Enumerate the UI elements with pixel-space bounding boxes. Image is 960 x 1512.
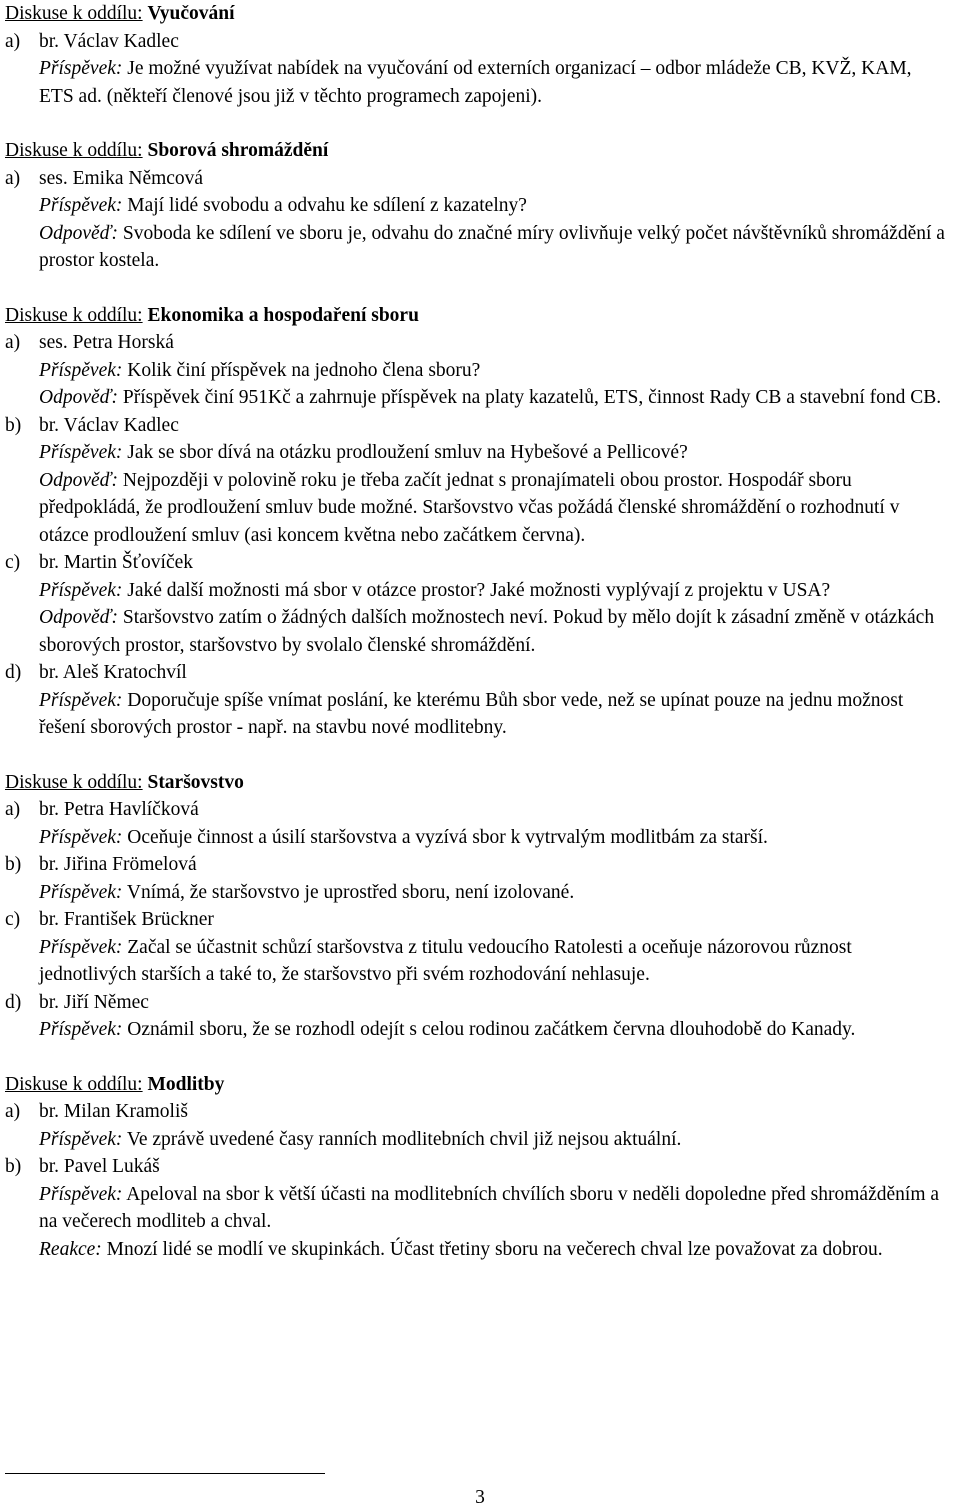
document-page [5, 0, 950, 1263]
entry-marker: c) [5, 909, 21, 930]
speaker-name: br. František Brückner [39, 909, 214, 930]
answer-text: Svoboda ke sdílení ve sboru je, odvahu do značné míry ovlivňuje velký počet návštěvníků shromáždění a prostor kostela. [39, 222, 945, 271]
speaker-name: br. Pavel Lukáš [39, 1156, 160, 1177]
contribution-label: Příspěvek: [39, 579, 123, 601]
section-title: Modlitby [147, 1073, 225, 1095]
section-heading [5, 0, 950, 28]
section-heading-label: Diskuse k oddílu: [5, 304, 143, 326]
contribution-label: Příspěvek: [39, 359, 123, 381]
contribution-label: Příspěvek: [39, 442, 123, 463]
answer-paragraph [39, 467, 950, 550]
contribution-text: Je možné využívat nabídek na vyučování od externích organizací – odbor mládeže CB, KVŽ, KAM, ETS ad. (někteří členové jsou již v těchto programech zapojeni). [39, 58, 912, 107]
reaction-paragraph [39, 1236, 950, 1264]
discussion-list [5, 0, 950, 1263]
contribution-label: Příspěvek: [39, 1183, 123, 1205]
page-number: 3 [475, 1487, 485, 1508]
contribution-text: Jaké další možnosti má sbor v otázce prostor? Jaké možnosti vyplývají z projektu v USA? [127, 579, 831, 601]
entry-marker: c) [5, 552, 21, 573]
speaker-name: br. Martin Šťovíček [39, 552, 194, 573]
answer-paragraph [39, 220, 950, 275]
contribution-text: Apeloval na sbor k větší účasti na modlitebních chvílích sboru v neděli dopoledne před shromážděním a na večerech modliteb a chval. [39, 1183, 940, 1232]
section-heading [5, 137, 950, 165]
contribution-paragraph [39, 1181, 950, 1236]
speaker-name: br. Václav Kadlec [39, 30, 179, 52]
answer-text: Příspěvek činí 951Kč a zahrnuje příspěvek na platy kazatelů, ETS, činnost Rady CB a stavební fond CB. [122, 387, 942, 408]
contribution-text: Ve zprávě uvedené časy ranních modlitebních chvil již nejsou aktuální. [126, 1128, 682, 1150]
speaker-name: br. Milan Kramoliš [39, 1101, 188, 1122]
discussion-entry [5, 412, 950, 550]
answer-text: Staršovstvo zatím o žádných dalších možnostech neví. Pokud by mělo dojít k zásadní změně v otázkách sborových prostor, staršovstvo by svolalo členské shromáždění. [39, 607, 935, 656]
section-heading-label: Diskuse k oddílu: [5, 771, 143, 793]
section-title: Ekonomika a hospodaření sboru [147, 304, 419, 326]
entry-marker: b) [5, 1156, 22, 1177]
contribution-paragraph [39, 55, 950, 110]
section-spacer [5, 1044, 950, 1071]
contribution-text: Začal se účastnit schůzí staršovstva z titulu vedoucího Ratolesti a oceňuje názorovou různost jednotlivých starších a také to, že staršovstvo při svém rozhodování nehlasuje. [39, 936, 852, 985]
entry-marker: a) [5, 332, 21, 353]
section-title: Vyučování [147, 3, 235, 24]
contribution-label: Příspěvek: [39, 1128, 123, 1150]
speaker-name: br. Václav Kadlec [39, 414, 179, 436]
section-heading [5, 1071, 950, 1099]
section-heading-label: Diskuse k oddílu: [5, 140, 143, 161]
contribution-paragraph [39, 824, 950, 852]
contribution-paragraph [39, 192, 950, 220]
contribution-label: Příspěvek: [39, 1019, 123, 1040]
speaker-name: br. Aleš Kratochvíl [39, 662, 187, 683]
reaction-text: Mnozí lidé se modlí ve skupinkách. Účast třetiny sboru na večerech chval lze považovat za dobrou. [106, 1238, 883, 1260]
contribution-label: Příspěvek: [39, 195, 123, 216]
contribution-label: Příspěvek: [39, 826, 123, 848]
footer-rule [5, 1473, 325, 1474]
answer-paragraph [39, 604, 950, 659]
entry-marker: a) [5, 30, 21, 52]
speaker-name: br. Jiřina Frömelová [39, 854, 197, 875]
entry-marker: d) [5, 991, 22, 1013]
section-title: Sborová shromáždění [147, 140, 329, 161]
speaker-name: br. Petra Havlíčková [39, 799, 199, 820]
section-heading [5, 302, 950, 330]
section-spacer [5, 110, 950, 137]
discussion-entry [5, 1098, 950, 1153]
speaker-name: ses. Petra Horská [39, 332, 174, 353]
contribution-paragraph [39, 1126, 950, 1154]
answer-label: Odpověď: [39, 222, 118, 244]
contribution-label: Příspěvek: [39, 936, 123, 958]
entry-marker: a) [5, 167, 21, 189]
contribution-paragraph [39, 577, 950, 605]
section-heading-label: Diskuse k oddílu: [5, 1073, 143, 1095]
entry-marker: d) [5, 662, 22, 683]
contribution-text: Jak se sbor dívá na otázku prodloužení smluv na Hybešové a Pellicové? [127, 442, 688, 463]
answer-text: Nejpozději v polovině roku je třeba začít jednat s pronajímateli obou prostor. Hospodář sboru předpokládá, že prodloužení smluv bude možné. Staršovstvo včas požádá členské shromáždění o rozhodnutí v otázce prodloužení smluv (asi koncem května nebo začátkem června). [39, 469, 900, 546]
entry-marker: b) [5, 414, 22, 436]
section-spacer [5, 275, 950, 302]
discussion-entry [5, 28, 950, 111]
discussion-entry [5, 329, 950, 412]
contribution-paragraph [39, 439, 950, 467]
contribution-paragraph [39, 357, 950, 385]
section-spacer [5, 742, 950, 769]
contribution-text: Vnímá, že staršovstvo je uprostřed sboru, není izolované. [126, 881, 575, 903]
discussion-entry [5, 851, 950, 906]
section-heading-label: Diskuse k oddílu: [5, 3, 143, 24]
discussion-entry [5, 989, 950, 1044]
contribution-paragraph [39, 879, 950, 907]
answer-label: Odpověď: [39, 607, 118, 628]
section-heading [5, 769, 950, 797]
discussion-entry [5, 1153, 950, 1263]
section-title: Staršovstvo [147, 771, 244, 793]
answer-label: Odpověď: [39, 387, 118, 408]
contribution-text: Oceňuje činnost a úsilí staršovstva a vyzívá sbor k vytrvalým modlitbám za starší. [127, 826, 768, 848]
discussion-entry [5, 796, 950, 851]
speaker-name: br. Jiří Němec [39, 991, 149, 1013]
contribution-label: Příspěvek: [39, 881, 123, 903]
entry-marker: a) [5, 799, 21, 820]
discussion-entry [5, 549, 950, 659]
contribution-paragraph [39, 687, 950, 742]
entry-marker: b) [5, 854, 22, 875]
discussion-entry [5, 659, 950, 742]
discussion-entry [5, 906, 950, 989]
answer-label: Odpověď: [39, 469, 118, 491]
speaker-name: ses. Emika Němcová [39, 167, 204, 189]
contribution-label: Příspěvek: [39, 689, 123, 711]
discussion-entry [5, 165, 950, 275]
reaction-label: Reakce: [39, 1238, 102, 1260]
contribution-paragraph [39, 934, 950, 989]
contribution-label: Příspěvek: [39, 58, 123, 79]
contribution-text: Oznámil sboru, že se rozhodl odejít s celou rodinou začátkem června dlouhodobě do Kanady. [127, 1019, 856, 1040]
answer-paragraph [39, 384, 950, 412]
entry-marker: a) [5, 1101, 21, 1122]
contribution-paragraph [39, 1016, 950, 1044]
contribution-text: Mají lidé svobodu a odvahu ke sdílení z kazatelny? [127, 195, 527, 216]
contribution-text: Kolik činí příspěvek na jednoho člena sboru? [127, 359, 481, 381]
contribution-text: Doporučuje spíše vnímat poslání, ke kterému Bůh sbor vede, než se upínat pouze na jednu možnost řešení sborových prostor - např. na stavbu nové modlitebny. [39, 689, 904, 738]
